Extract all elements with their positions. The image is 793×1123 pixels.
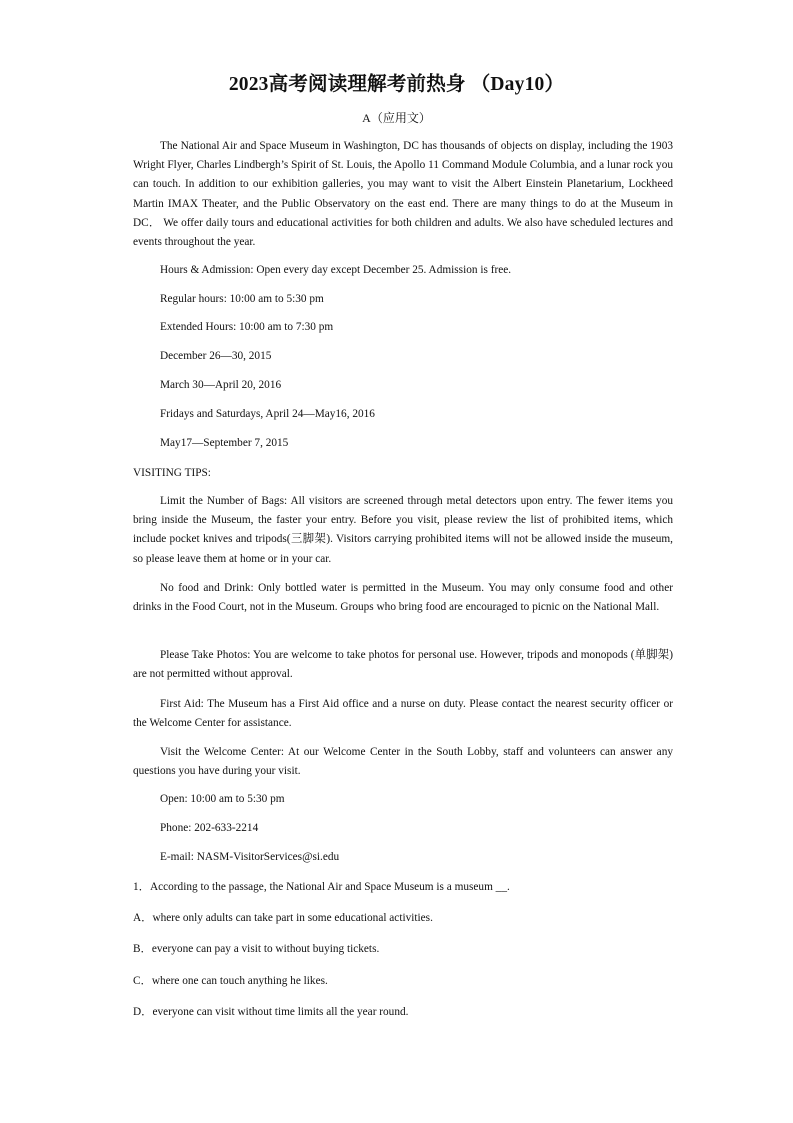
tip-bags: Limit the Number of Bags: All visitors are screened through metal detectors upon entry. The fewer items you bring inside the Museum, the faster your entry. Before you visit, please review the list of prohibited items, which include pocket knives and tripods(三脚架). Visitors carrying prohibited items will not be allowed inside the museum, so please leave them at home or in your car. [133,495,673,565]
option-a: A．where only adults can take part in some educational activities. [133,912,433,924]
tip-first-aid: First Aid: The Museum has a First Aid office and a nurse on duty. Please contact the nearest security officer or the Welcome Center for assistance. [133,698,673,730]
option-c: C．where one can touch anything he likes. [133,975,328,987]
passage-label: A（应用文） [362,111,431,125]
tip-photos: Please Take Photos: You are welcome to take photos for personal use. However, tripods and monopods (单脚架) are not permitted without approval. [133,649,673,681]
document-title: 2023高考阅读理解考前热身 （Day10） [228,74,565,95]
extended-date-4: May17—September 7, 2015 [160,437,289,449]
option-b: B．everyone can pay a visit to without buying tickets. [133,943,380,955]
contact-open: Open: 10:00 am to 5:30 pm [160,793,285,805]
extended-hours: Extended Hours: 10:00 am to 7:30 pm [160,321,334,333]
regular-hours: Regular hours: 10:00 am to 5:30 pm [160,293,324,305]
question-stem: 1．According to the passage, the National Air and Space Museum is a museum __. [133,881,510,893]
extended-date-1: December 26—30, 2015 [160,350,272,362]
contact-phone: Phone: 202-633-2214 [160,822,259,834]
hours-admission: Hours & Admission: Open every day except December 25. Admission is free. [160,264,512,276]
option-d: D．everyone can visit without time limits all the year round. [133,1006,409,1018]
extended-date-3: Fridays and Saturdays, April 24—May16, 2016 [160,408,375,420]
intro-paragraph: The National Air and Space Museum in Washington, DC has thousands of objects on display, including the 1903 Wright Flyer, Charles Lindbergh’s Spirit of St. Louis, the Apollo 11 Command Module Columbia, and a lunar rock you can touch. In addition to our exhibition galleries, you may want to visit the Albert Einstein Planetarium, Lockheed Martin IMAX Theater, and the Public Observatory on the east end. There are many things to do at the Museum in DC． We offer daily tours and educational activities for both children and adults. We also have scheduled lectures and events throughout the year. [133,140,673,249]
tip-food: No food and Drink: Only bottled water is permitted in the Museum. You may only consume food and other drinks in the Food Court, not in the Museum. Groups who bring food are encouraged to picnic on the National Mall. [133,582,673,614]
extended-date-2: March 30—April 20, 2016 [160,379,282,391]
contact-email: E-mail: NASM-VisitorServices@si.edu [160,851,340,863]
tip-welcome-center: Visit the Welcome Center: At our Welcome Center in the South Lobby, staff and volunteers can answer any questions you have during your visit. [133,746,673,778]
tips-heading: VISITING TIPS: [133,467,211,479]
